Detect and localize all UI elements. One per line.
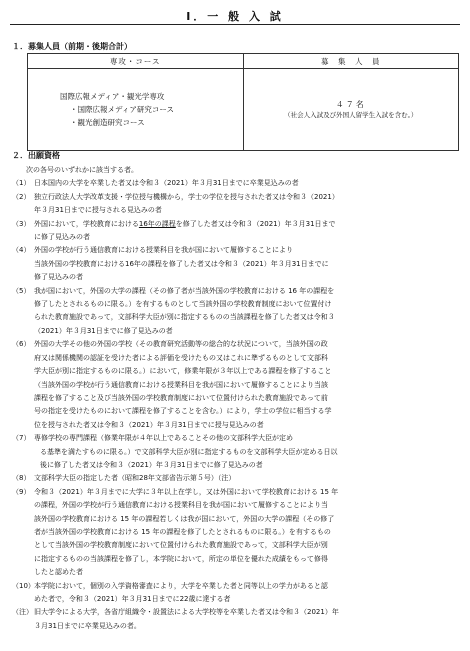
item-text: に修了見込みの者	[34, 233, 90, 242]
capacity-note: （社会人入試及び外国人留学生入試を含む。）	[284, 110, 418, 119]
item-text: 府又は関係機関の認証を受けた者による評価を受けたもの又はこれに準ずるものとして文部科	[34, 353, 328, 362]
list-item	[12, 432, 462, 472]
list-item	[12, 218, 462, 245]
list-item	[12, 177, 462, 190]
title-rule	[10, 24, 460, 25]
section-heading-eligibility: ２．出願資格	[12, 151, 60, 160]
capacity-number: ４７名	[335, 99, 366, 109]
list-item	[12, 191, 462, 218]
item-text: 当該外国の学校教育における16年の課程を修了した者又は令和３（2021）年３月31日までに	[34, 259, 329, 268]
item-text: 専修学校の専門課程（修業年限が４年以上であることその他の文部科学大臣が定め	[34, 434, 293, 443]
item-text: 外国の大学その他の外国の学校（その教育研究活動等の総合的な状況について，当該外国の政	[34, 340, 328, 349]
item-text: 該外国の学校教育における 15 年の課程若しくは我が国において，外国の大学の課程（その修了	[34, 514, 335, 523]
item-number: （2）	[12, 192, 31, 201]
list-item	[12, 472, 462, 485]
course-item: ・国際広報メディア研究コース	[70, 105, 175, 114]
list-item	[12, 606, 462, 633]
list-item	[12, 285, 462, 339]
item-text: 日本国内の大学を卒業した者又は令和３（2021）年３月31日までに卒業見込みの者	[34, 179, 299, 188]
item-text: ３月31日までに卒業見込みの者。	[34, 621, 141, 630]
item-text: （2021）年３月31日までに修了見込みの者	[34, 326, 173, 335]
course-major: 国際広報メディア・観光学専攻	[60, 92, 165, 101]
item-text: 我が国において，外国の大学の課程（その修了者が当該外国の学校教育における 16 年の課程を	[34, 286, 335, 295]
capacity-table	[27, 53, 459, 151]
item-text: 修了したとされるものに限る。）を有するものとして当該外国の学校教育制度において位置付け	[34, 300, 332, 309]
course-item: ・観光創造研究コース	[70, 118, 145, 127]
item-number: （3）	[12, 219, 31, 228]
section-heading-capacity: １．募集人員（前期・後期合計）	[12, 42, 132, 51]
item-text: 課程を修了すること及び当該外国の学校教育制度において位置付けられた教育施設であって前	[34, 393, 328, 402]
item-text: 本学院において，個別の入学資格審査により，大学を卒業した者と同等以上の学力があると認	[34, 581, 328, 590]
column-header-course: 専攻・コース	[28, 54, 244, 69]
underlined-term: 16年の課程	[138, 219, 176, 228]
item-text: る基準を満たすものに限る。）で文部科学大臣が別に指定するものを文部科学大臣が定める日以	[40, 447, 338, 456]
page-title: I．一 般 入 試	[186, 10, 284, 23]
item-text: 修了見込みの者	[34, 273, 83, 282]
item-text: 令和３（2021）年３月までに大学に３年以上在学し，又は外国において学校教育における 15 年	[34, 487, 339, 496]
list-item	[12, 338, 462, 432]
item-number: （7）	[12, 434, 31, 443]
item-text: として当該外国の学校教育制度において位置付けられた教育施設であって，文部科学大臣が別	[34, 541, 328, 550]
item-number: （6）	[12, 340, 31, 349]
eligibility-list	[12, 164, 462, 633]
table-header-row	[28, 54, 459, 69]
item-text: 旧大学令による大学，各省庁組織令・設置法による大学校等を卒業した者又は令和３（2021）年	[34, 608, 339, 617]
capacity-cell	[243, 69, 459, 151]
item-number: （注）	[12, 608, 33, 617]
item-text: 年３月31日までに授与される見込みの者	[34, 206, 162, 215]
item-text: したと認めた者	[34, 568, 83, 577]
item-text: に指定するものの当該課程を修了し，本学院において，所定の単位を優れた成績をもって修得	[34, 554, 328, 563]
item-text: 後に修了した者又は令和３（2021）年３月31日までに修了見込みの者	[40, 460, 263, 469]
item-number: （5）	[12, 286, 31, 295]
item-text: 者が当該外国の学校教育における 15 年の課程を修了したとされるものに限る。）を有するもの	[34, 527, 331, 536]
item-text: 外国において，学校教育における	[34, 219, 139, 228]
item-text: 位を授与された者又は令和３（2021）年３月31日までに授与見込みの者	[34, 420, 264, 429]
column-header-capacity: 募 集 人 員	[243, 54, 459, 69]
item-text: 独立行政法人大学改革支援・学位授与機構から，学士の学位を授与された者又は令和３（2021）	[34, 192, 339, 201]
table-row	[28, 69, 459, 151]
item-number: （9）	[12, 487, 31, 496]
item-text: 学大臣が別に指定するものに限る。）において，修業年限が３年以上である課程を修了すること	[34, 367, 332, 376]
item-text: （当該外国の学校が行う通信教育における授業科目を我が国において履修することにより当該	[34, 380, 328, 389]
item-text: を修了した者又は令和３（2021）年３月31日まで	[175, 219, 336, 228]
item-text: 文部科学大臣の指定した者（昭和28年文部省告示第５号）（注）	[34, 474, 236, 483]
list-item	[12, 486, 462, 580]
item-text: めた者で，令和３（2021）年３月31日までに22歳に達する者	[34, 595, 231, 603]
item-number: （8）	[12, 474, 31, 483]
item-number: （1）	[12, 179, 31, 188]
list-item	[12, 244, 462, 284]
eligibility-intro: 次の各号のいずれかに該当する者。	[26, 166, 138, 174]
item-number: （10）	[12, 581, 35, 590]
item-text: 外国の学校が行う通信教育における授業科目を我が国において履修することにより	[34, 246, 293, 255]
item-text: られた教育施設であって，文部科学大臣が別に指定するものの当該課程を修了した者又は令和３	[34, 313, 335, 322]
course-cell	[28, 69, 244, 151]
item-number: （4）	[12, 246, 31, 255]
item-text: 号の指定を受けたものにおいて課程を修了することを含む。）により，学士の学位に相当する学	[34, 407, 332, 416]
item-text: の課程，外国の学校が行う通信教育における授業科目を我が国において履修することにより当	[34, 501, 328, 510]
list-item	[12, 580, 462, 607]
